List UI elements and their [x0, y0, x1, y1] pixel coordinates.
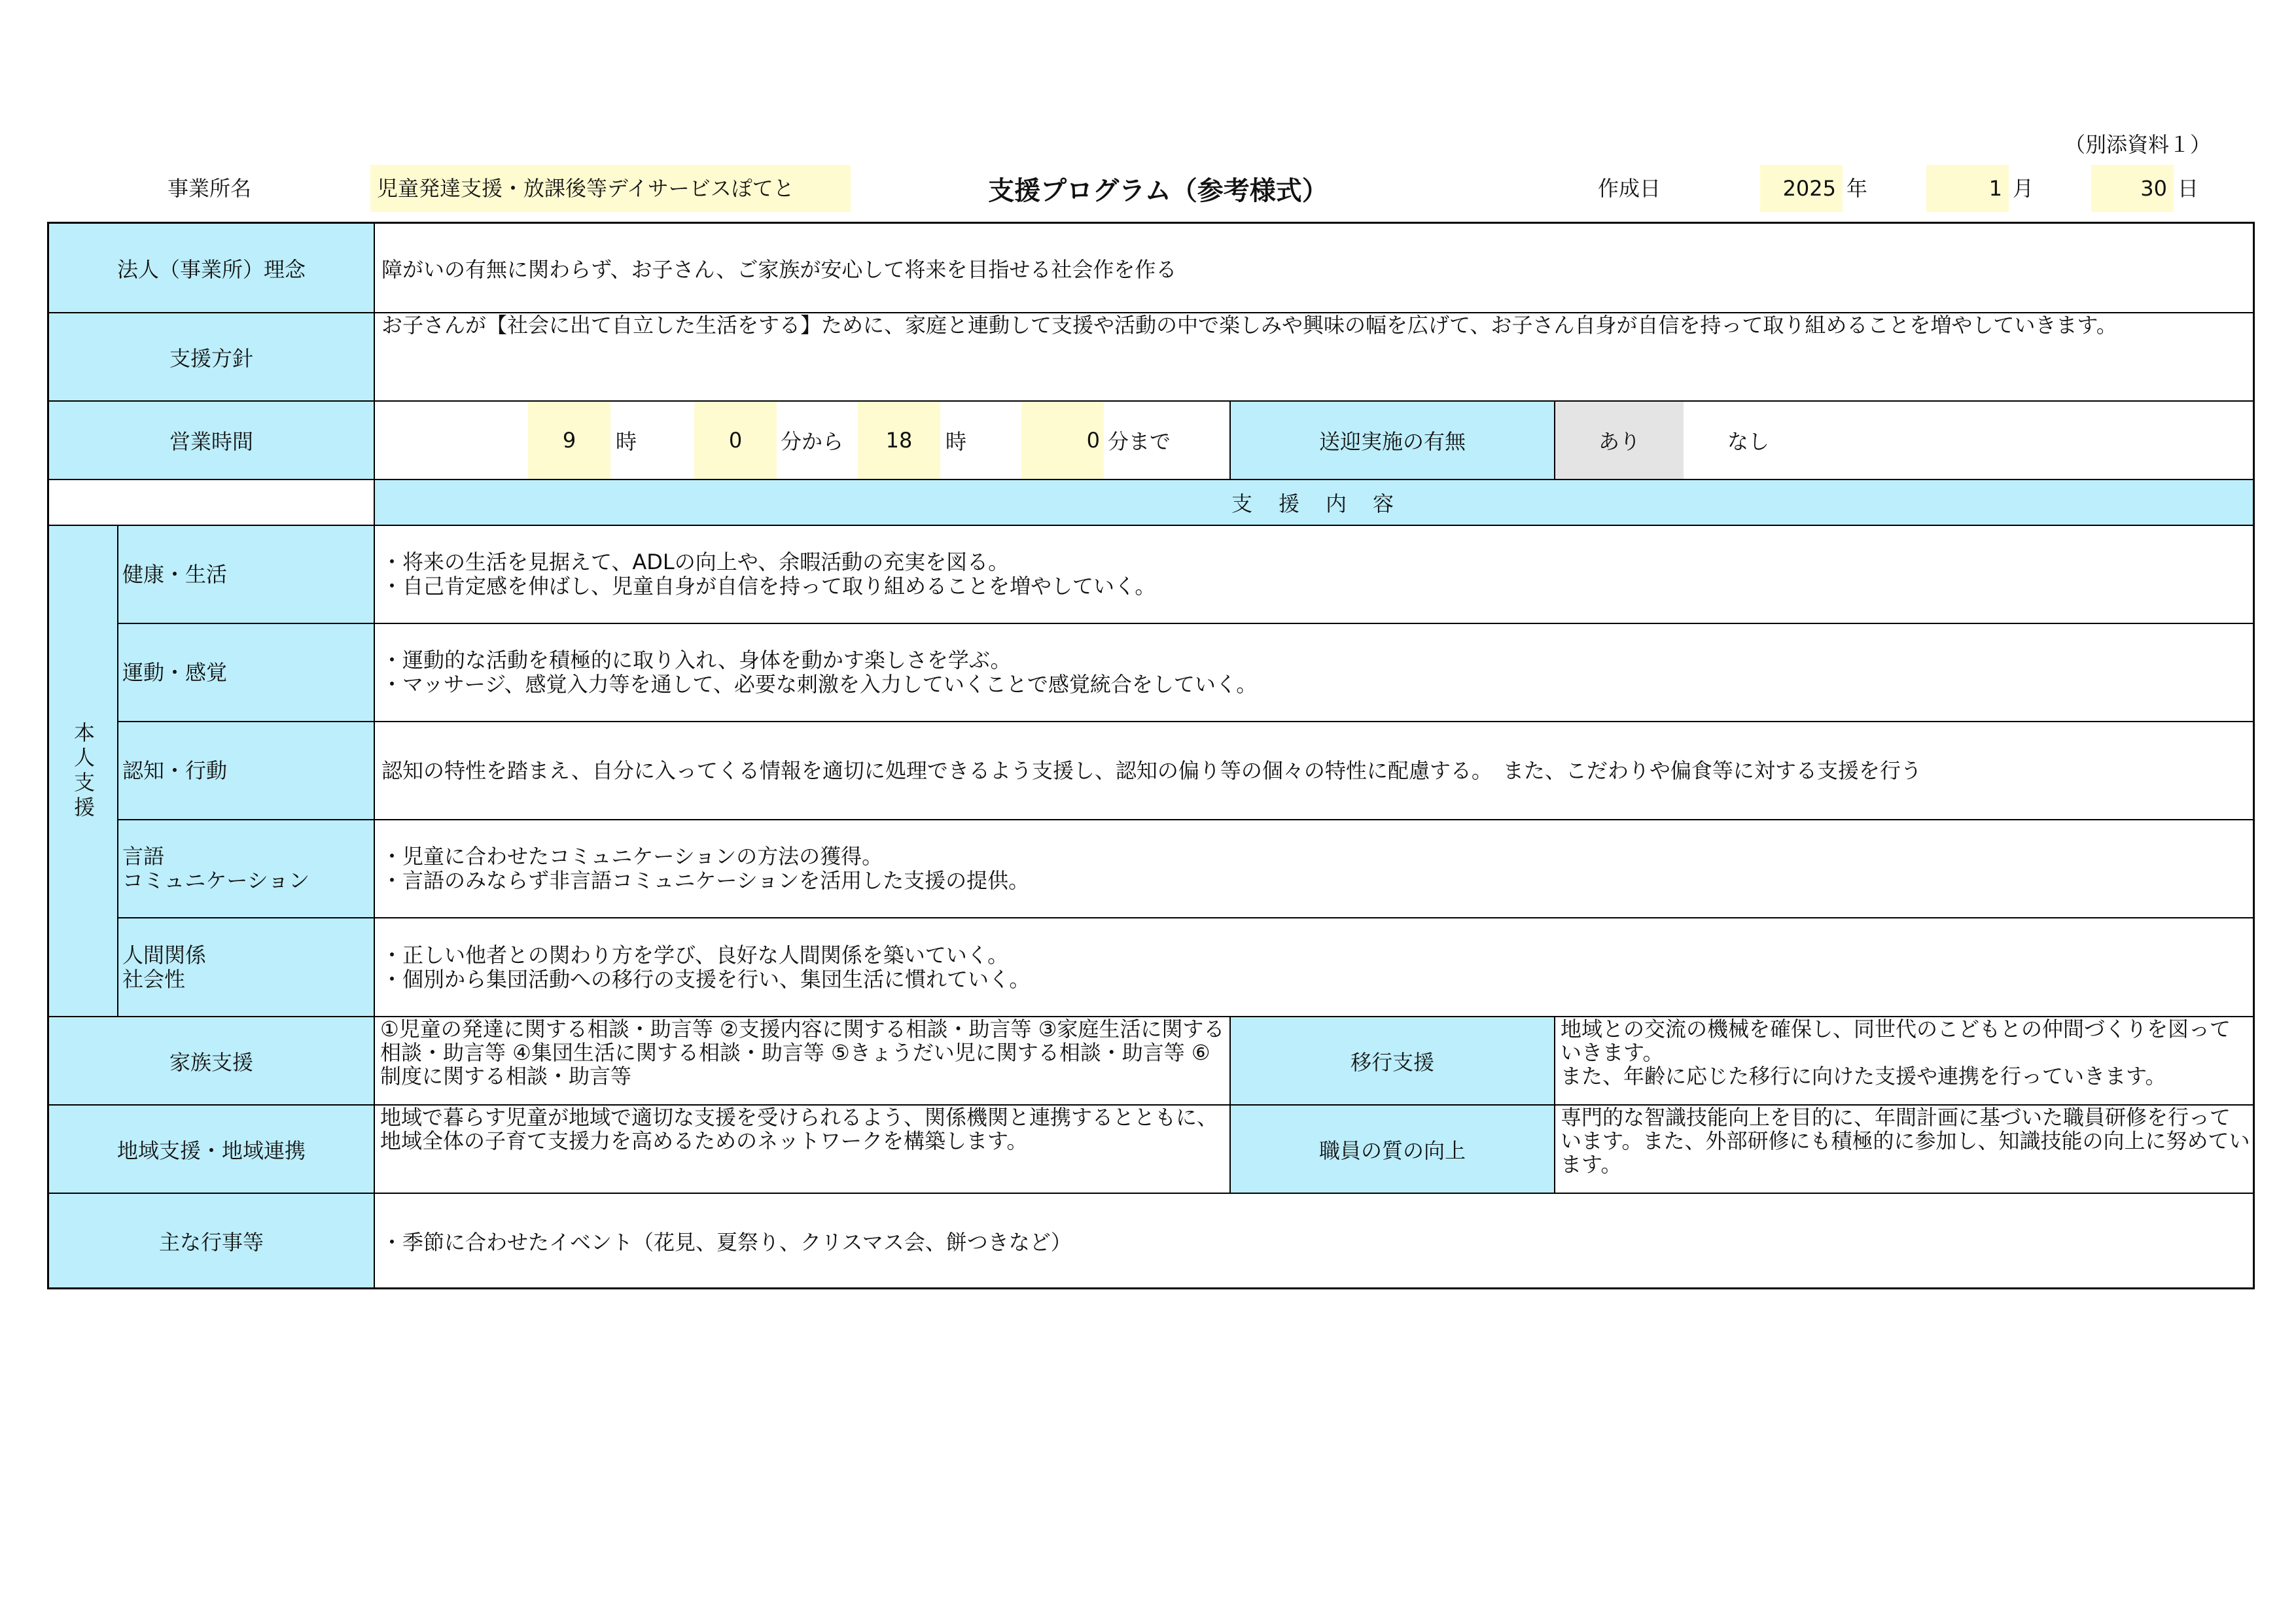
hours-area: [374, 400, 1229, 479]
end-minute-field[interactable]: 0: [1021, 402, 1104, 479]
month-unit: 月: [2013, 176, 2034, 201]
health-life-text[interactable]: ・将来の生活を見据えて、ADLの向上や、余暇活動の充実を図る。 ・自己肯定感を伸ばし、児童自身が自信を持って取り組めることを増やしていく。: [374, 525, 2253, 623]
transport-yes-option[interactable]: あり: [1554, 400, 1684, 479]
category-relationships-sociality: 人間関係 社会性: [117, 917, 374, 1016]
support-program-table: [47, 222, 2255, 1289]
hour-unit-start: 時: [616, 429, 637, 454]
policy-label: 支援方針: [49, 312, 374, 400]
community-support-label: 地域支援・地域連携: [49, 1104, 374, 1193]
cognition-behavior-text[interactable]: 認知の特性を踏まえ、自分に入ってくる情報を適切に処理できるよう支援し、認知の偏り等の個々の特性に配慮する。 また、こだわりや偏食等に対する支援を行う: [374, 721, 2253, 819]
hours-label: 営業時間: [49, 400, 374, 479]
relationships-sociality-text[interactable]: ・正しい他者との関わり方を学び、良好な人間関係を築いていく。 ・個別から集団活動への移行の支援を行い、集団生活に慣れていく。: [374, 917, 2253, 1016]
day-unit: 日: [2178, 176, 2199, 201]
appendix-note: （別添資料１）: [2064, 132, 2212, 157]
language-communication-text[interactable]: ・児童に合わせたコミュニケーションの方法の獲得。 ・言語のみならず非言語コミュニケーションを活用した支援の提供。: [374, 819, 2253, 917]
staff-quality-text[interactable]: 専門的な智識技能向上を目的に、年間計画に基づいた職員研修を行っています。また、外部研修にも積極的に参加し、知識技能の向上に努めています。: [1554, 1104, 2253, 1193]
category-language-communication: 言語 コミュニケーション: [117, 819, 374, 917]
month-field[interactable]: 1: [1926, 165, 2009, 212]
transport-label: 送迎実施の有無: [1229, 400, 1554, 479]
until-unit: 分まで: [1108, 429, 1171, 454]
policy-text[interactable]: お子さんが【社会に出て自立した生活をする】ために、家庭と連動して支援や活動の中で楽しみや興味の幅を広げて、お子さん自身が自信を持って取り組めることを増やしていきます。: [374, 312, 2253, 400]
transport-blank: [1813, 400, 2253, 479]
motor-sensory-text[interactable]: ・運動的な活動を積極的に取り入れ、身体を動かす楽しさを学ぶ。 ・マッサージ、感覚入力等を通して、必要な刺激を入力していくことで感覚統合をしていく。: [374, 623, 2253, 721]
staff-quality-label: 職員の質の向上: [1229, 1104, 1554, 1193]
philosophy-text[interactable]: 障がいの有無に関わらず、お子さん、ご家族が安心して将来を目指せる社会作を作る: [374, 224, 2253, 312]
end-hour-field[interactable]: 18: [858, 402, 940, 479]
page-title: 支援プログラム（参考様式）: [988, 175, 1328, 206]
hour-unit-end: 時: [945, 429, 967, 454]
created-date-label: 作成日: [1597, 176, 1661, 201]
office-name-field[interactable]: 児童発達支援・放課後等デイサービスぽてと: [370, 165, 851, 212]
transition-support-text[interactable]: 地域との交流の機械を確保し、同世代のこどもとの仲間づくりを図っていきます。 また、年齢に応じた移行に向けた支援や連携を行っていきます。: [1554, 1016, 2253, 1104]
events-label: 主な行事等: [49, 1193, 374, 1287]
transport-no-option[interactable]: なし: [1684, 400, 1813, 479]
category-cognition-behavior: 認知・行動: [117, 721, 374, 819]
year-unit: 年: [1846, 176, 1868, 201]
events-text[interactable]: ・季節に合わせたイベント（花見、夏祭り、クリスマス会、餅つきなど）: [374, 1193, 2253, 1287]
year-field[interactable]: 2025: [1760, 165, 1843, 212]
family-support-label: 家族支援: [49, 1016, 374, 1104]
category-motor-sensory: 運動・感覚: [117, 623, 374, 721]
support-content-header: 支 援 内 容: [374, 479, 2253, 525]
community-support-text[interactable]: 地域で暮らす児童が地域で適切な支援を受けられるよう、関係機関と連携するとともに、地域全体の子育て支援力を高めるためのネットワークを構築します。: [374, 1104, 1229, 1193]
personal-support-label: [49, 525, 117, 1016]
start-hour-field[interactable]: 9: [528, 402, 610, 479]
philosophy-label: 法人（事業所）理念: [49, 224, 374, 312]
start-minute-field[interactable]: 0: [694, 402, 777, 479]
office-name-label: 事業所名: [167, 176, 251, 201]
transition-support-label: 移行支援: [1229, 1016, 1554, 1104]
family-support-text[interactable]: ①児童の発達に関する相談・助言等 ②支援内容に関する相談・助言等 ③家庭生活に関する相談・助言等 ④集団生活に関する相談・助言等 ⑤きょうだい児に関する相談・助言等 ⑥制度に関する相談・助言等: [374, 1016, 1229, 1104]
support-content-corner: [49, 479, 374, 525]
day-field[interactable]: 30: [2091, 165, 2174, 212]
personal-support-label-text: 本人支援: [71, 721, 96, 821]
from-unit: 分から: [781, 429, 844, 454]
category-health-life: 健康・生活: [117, 525, 374, 623]
